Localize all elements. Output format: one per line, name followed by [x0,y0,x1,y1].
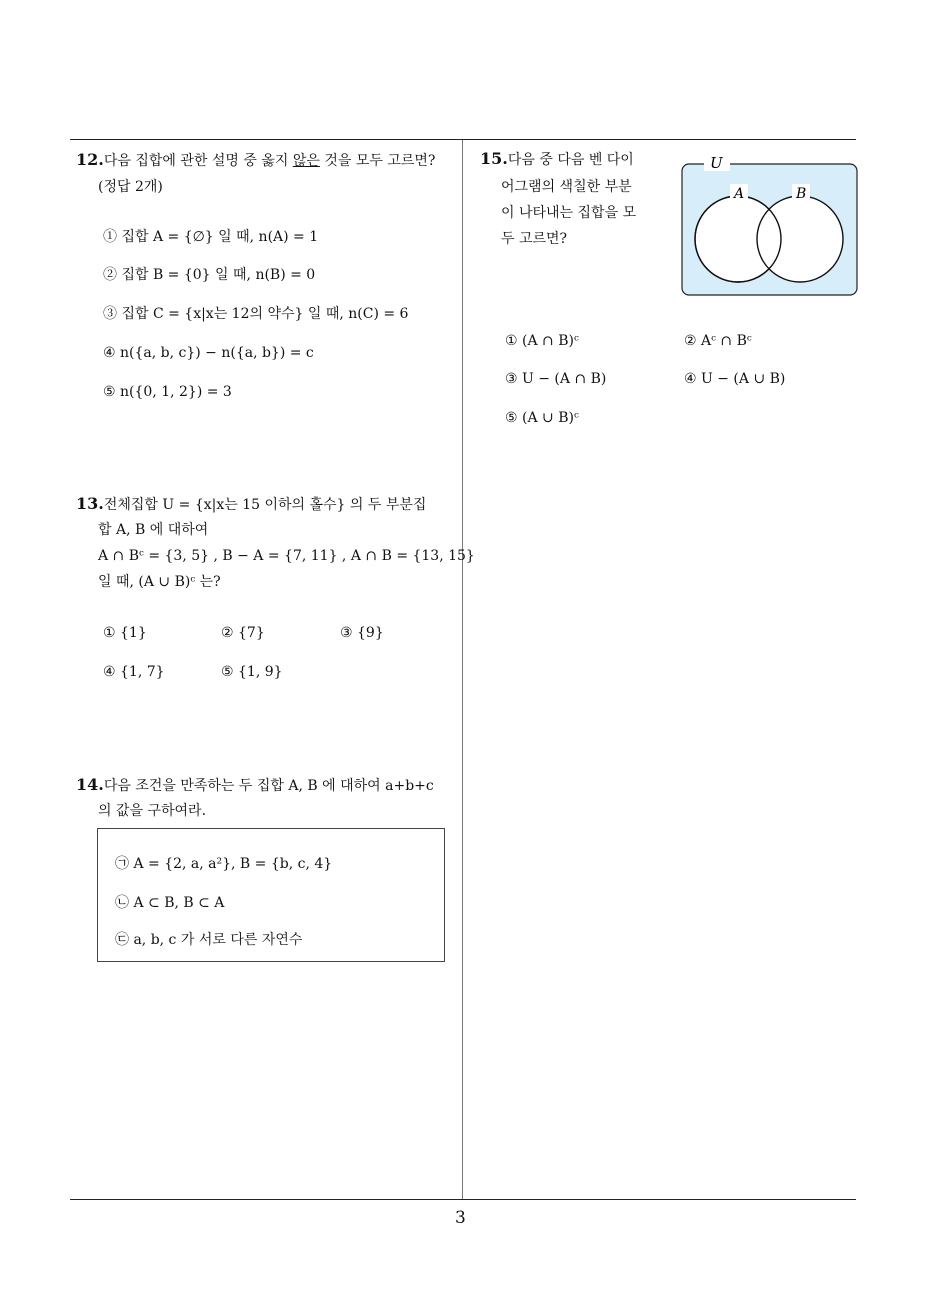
question-number: 14. [76,775,104,794]
answer-option[interactable]: ④ {1, 7} [103,664,165,680]
question-stem: 합 A, B 에 대하여 [98,522,209,538]
answer-option[interactable]: ⑤ n({0, 1, 2}) = 3 [103,384,232,400]
set-b-circle [757,196,843,282]
answer-option[interactable]: ① {1} [103,625,147,641]
question-stem-note: (정답 2개) [98,179,163,195]
condition-item: ㉡ A ⊂ B, B ⊂ A [115,895,225,911]
bottom-rule [70,1199,856,1200]
question-stem: 일 때, (A ∪ B)ᶜ 는? [98,574,221,590]
underlined-word: 않은 [292,153,320,169]
question-number: 15. [480,149,508,168]
answer-option[interactable]: ③ {9} [340,625,384,641]
column-divider [462,140,463,1200]
condition-item: ㉢ a, b, c 가 서로 다른 자연수 [115,932,303,948]
set-a-label: A [734,186,745,202]
venn-diagram [676,152,866,302]
answer-option[interactable]: ③ 집합 C = {x|x는 12의 약수} 일 때, n(C) = 6 [103,306,409,322]
question-stem: 의 값을 구하여라. [98,803,207,819]
question-stem: 다음 조건을 만족하는 두 집합 A, B 에 대하여 a+b+c [103,778,434,794]
question-number: 13. [76,494,104,513]
answer-option[interactable]: ④ U − (A ∪ B) [684,371,786,387]
answer-option[interactable]: ③ U − (A ∩ B) [505,371,607,387]
answer-option[interactable]: ④ n({a, b, c}) − n({a, b}) = c [103,345,314,361]
question-number: 12. [76,150,104,169]
answer-option[interactable]: ② Aᶜ ∩ Bᶜ [684,333,752,349]
top-rule [70,139,856,140]
answer-option[interactable]: ⑤ {1, 9} [221,664,283,680]
set-b-label: B [796,186,807,202]
answer-option[interactable]: ① 집합 A = {∅} 일 때, n(A) = 1 [103,229,319,245]
condition-item: ㉠ A = {2, a, a²}, B = {b, c, 4} [115,856,333,872]
question-stem: 어그램의 색칠한 부분 [501,179,632,195]
question-stem: 전체집합 U = {x|x는 15 이하의 홀수} 의 두 부분집 [103,497,427,513]
answer-option[interactable]: ② {7} [221,625,265,641]
question-stem: A ∩ Bᶜ = {3, 5} , B − A = {7, 11} , A ∩ B = {13, 15} [98,548,475,564]
question-stem: 다음 집합에 관한 설명 중 옳지 [103,153,293,169]
answer-option[interactable]: ① (A ∩ B)ᶜ [505,333,579,349]
universe-label: U [710,154,723,172]
answer-option[interactable]: ⑤ (A ∪ B)ᶜ [505,410,579,426]
answer-option[interactable]: ② 집합 B = {0} 일 때, n(B) = 0 [103,267,316,283]
question-stem: 것을 모두 고르면? [319,153,436,169]
page-number: 3 [455,1208,466,1228]
conditions-box [97,828,445,962]
question-stem: 다음 중 다음 벤 다이 [507,152,634,168]
question-stem: 이 나타내는 집합을 모 [501,205,637,221]
question-stem: 두 고르면? [501,231,568,247]
